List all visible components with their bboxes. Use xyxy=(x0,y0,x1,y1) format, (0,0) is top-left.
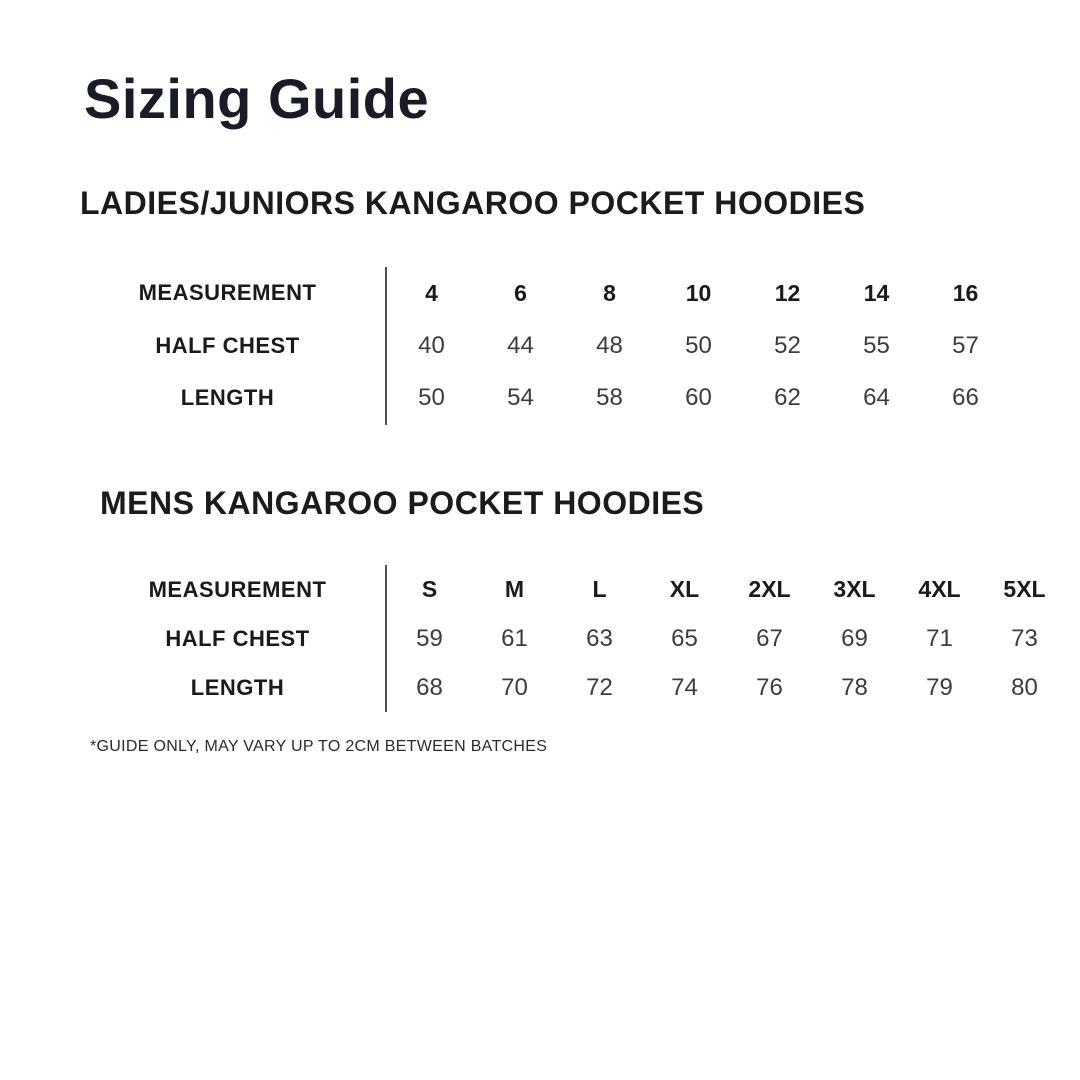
section-heading-mens: MENS KANGAROO POCKET HOODIES xyxy=(100,485,705,521)
guide-disclaimer: *GUIDE ONLY, MAY VARY UP TO 2CM BETWEEN BATCHES xyxy=(90,738,548,755)
size-header-cell: 8 xyxy=(603,279,616,306)
size-header-cell: XL xyxy=(669,576,700,602)
measurement-value-cell: 40 xyxy=(418,331,445,359)
size-header-cell: S xyxy=(421,576,438,602)
measurement-value-cell: 50 xyxy=(685,331,712,359)
measurement-header: MEASUREMENT xyxy=(148,576,327,602)
ladies-juniors-sizing-table xyxy=(70,267,1010,425)
data-columns xyxy=(385,267,1010,425)
label-column xyxy=(70,267,385,425)
measurement-value-cell: 69 xyxy=(841,624,868,652)
size-header-cell: 4 xyxy=(425,279,438,306)
section-heading-ladies-juniors: LADIES/JUNIORS KANGAROO POCKET HOODIES xyxy=(80,185,866,221)
measurement-value-cell: 72 xyxy=(586,673,613,701)
measurement-value-cell: 59 xyxy=(416,624,443,652)
measurement-value-cell: 58 xyxy=(596,384,623,412)
row-label: LENGTH xyxy=(190,674,285,700)
measurement-value-cell: 78 xyxy=(841,673,868,701)
measurement-value-cell: 80 xyxy=(1011,673,1038,701)
measurement-value-cell: 48 xyxy=(596,331,623,359)
measurement-value-cell: 63 xyxy=(586,624,613,652)
size-header-cell: 4XL xyxy=(918,576,961,602)
measurement-value-cell: 64 xyxy=(863,384,890,412)
measurement-value-cell: 67 xyxy=(756,624,783,652)
size-header-cell: 12 xyxy=(774,279,801,306)
row-label: LENGTH xyxy=(180,385,275,411)
measurement-value-cell: 62 xyxy=(774,384,801,412)
size-header-cell: 3XL xyxy=(833,576,876,602)
page-title: Sizing Guide xyxy=(84,67,430,130)
measurement-value-cell: 74 xyxy=(671,673,698,701)
measurement-value-cell: 70 xyxy=(501,673,528,701)
measurement-value-cell: 50 xyxy=(418,384,445,412)
measurement-value-cell: 65 xyxy=(671,624,698,652)
measurement-value-cell: 76 xyxy=(756,673,783,701)
measurement-value-cell: 61 xyxy=(501,624,528,652)
data-columns xyxy=(385,565,1067,712)
size-header-cell: L xyxy=(592,576,607,602)
measurement-header: MEASUREMENT xyxy=(138,280,317,306)
mens-sizing-table xyxy=(90,565,1067,712)
measurement-value-cell: 54 xyxy=(507,384,534,412)
size-header-cell: 6 xyxy=(514,279,527,306)
measurement-value-cell: 68 xyxy=(416,673,443,701)
size-header-cell: 5XL xyxy=(1003,576,1046,602)
measurement-value-cell: 52 xyxy=(774,331,801,359)
measurement-value-cell: 60 xyxy=(685,384,712,412)
size-header-cell: 10 xyxy=(685,279,712,306)
row-label: HALF CHEST xyxy=(165,625,310,651)
size-header-cell: M xyxy=(504,576,525,602)
measurement-value-cell: 79 xyxy=(926,673,953,701)
measurement-value-cell: 71 xyxy=(926,624,953,652)
measurement-value-cell: 55 xyxy=(863,331,890,359)
row-label: HALF CHEST xyxy=(155,332,300,358)
label-column xyxy=(90,565,385,712)
measurement-value-cell: 66 xyxy=(952,384,979,412)
size-header-cell: 2XL xyxy=(748,576,791,602)
measurement-value-cell: 57 xyxy=(952,331,979,359)
measurement-value-cell: 44 xyxy=(507,331,534,359)
size-header-cell: 16 xyxy=(952,279,979,306)
size-header-cell: 14 xyxy=(863,279,890,306)
measurement-value-cell: 73 xyxy=(1011,624,1038,652)
